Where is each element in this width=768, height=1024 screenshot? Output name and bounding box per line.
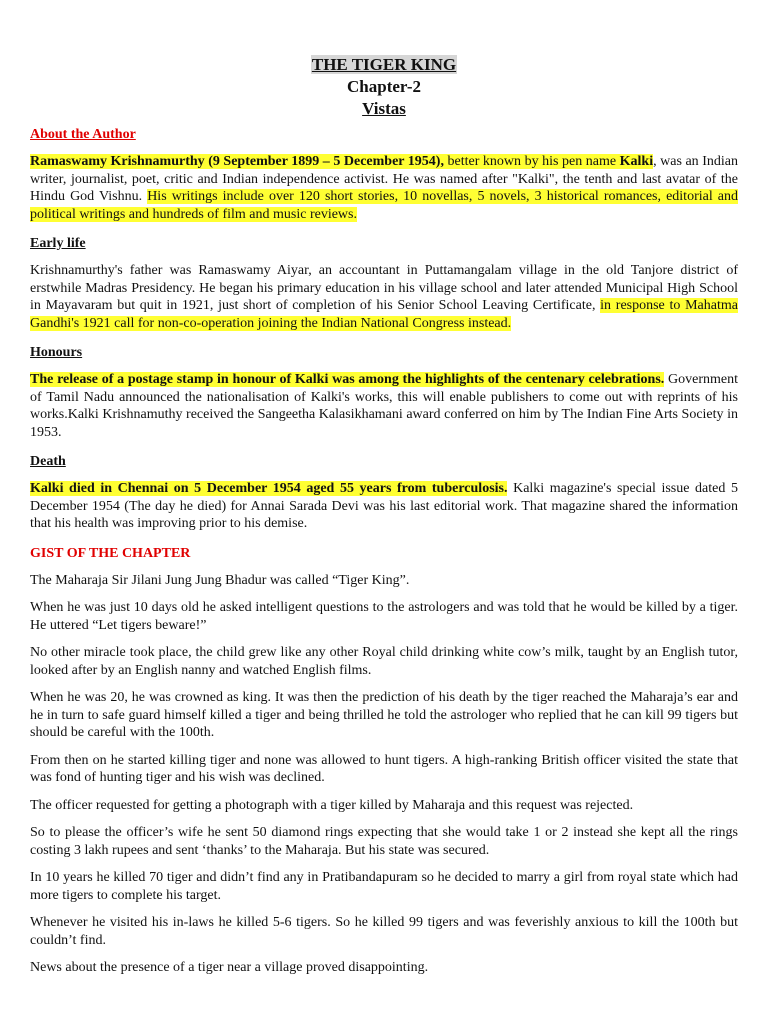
gist-paragraph: News about the presence of a tiger near a village proved disappointing.: [30, 960, 429, 975]
gist-paragraph: When he was just 10 days old he asked intelligent questions to the astrologers and was told that he would be killed by a tiger. He uttered “Let tigers beware!”: [30, 600, 738, 633]
author-pen-name: Kalki: [619, 154, 654, 169]
death-highlight: Kalki died in Chennai on 5 December 1954 aged 55 years from tuberculosis.: [30, 481, 508, 496]
gist-paragraph: No other miracle took place, the child grew like any other Royal child drinking white cow’s milk, taught by an English tutor, looked after by an English nanny and watched English films.: [30, 645, 738, 678]
death-heading: Death: [30, 454, 66, 469]
about-author-paragraph: [30, 153, 738, 223]
early-life-paragraph: [30, 262, 738, 332]
death-text: Kalki magazine's special issue dated 5 December 1954 (The day he died) for Annai Sarada Devi was his last editorial work. That magazine shared the information that his health was improving prior to his demise.: [30, 481, 738, 531]
gist-paragraph: The officer requested for getting a photograph with a tiger killed by Maharaja and this request was rejected.: [30, 797, 634, 813]
book-label: Vistas: [362, 99, 406, 118]
gist-paragraph: The Maharaja Sir Jilani Jung Jung Bhadur was called “Tiger King”.: [30, 572, 410, 588]
death-paragraph: [30, 480, 738, 533]
early-life-text: Krishnamurthy's father was Ramaswamy Aiyar, an accountant in Puttamangalam village in the old Tanjore district of erstwhile Madras Presidency. He began his primary education in his village school and later attended Municipal High School in Mayavaram but quit in 1921, just short of completion of his Senior School Leaving Certificate,: [30, 263, 738, 313]
document-title-text: THE TIGER KING: [311, 55, 457, 74]
gist-paragraph: In 10 years he killed 70 tiger and didn’t find any in Pratibandapuram so he decided to marry a girl from royal state which had more tigers to complete his target.: [30, 870, 738, 903]
about-author-heading: About the Author: [30, 127, 136, 142]
author-name-dates: Ramaswamy Krishnamurthy (9 September 1899 – 5 December 1954),: [30, 154, 444, 169]
honours-highlight: The release of a postage stamp in honour of Kalki was among the highlights of the centenary celebrations.: [30, 372, 665, 387]
early-life-heading: Early life: [30, 236, 86, 251]
honours-paragraph: [30, 371, 738, 441]
gist-paragraph: Whenever he visited his in-laws he killed 5-6 tigers. So he killed 99 tigers and was feverishly anxious to kill the 100th but couldn’t find.: [30, 915, 738, 948]
author-known-as: better known by his pen name: [443, 154, 620, 169]
gist-heading: GIST OF THE CHAPTER: [30, 545, 191, 561]
honours-text: Government of Tamil Nadu announced the nationalisation of Kalki's works, this will enable publishers to come out with reprints of his works.Kalki Krishnamuthy received the Sangeetha Kalasikhamani award conferred on him by The Indian Fine Arts Society in 1953.: [30, 372, 738, 440]
early-life-highlight: in response to Mahatma Gandhi's 1921 call for non-co-operation joining the Indian National Congress instead.: [30, 298, 738, 331]
honours-heading: Honours: [30, 345, 83, 360]
author-description: , was an Indian writer, journalist, poet, critic and Indian independence activist. He was named after "Kalki", the tenth and last avatar of the Hindu God Vishnu.: [30, 154, 738, 204]
gist-paragraph: So to please the officer’s wife he sent 50 diamond rings expecting that she would take 1 or 2 instead she kept all the rings costing 3 lakh rupees and sent ‘thanks’ to the Maharaja. But his state was secured.: [30, 825, 738, 858]
gist-paragraph: When he was 20, he was crowned as king. It was then the prediction of his death by the tiger reached the Maharaja’s ear and he in turn to safe guard himself killed a tiger and being thrilled he told the astrologer who replied that he can kill 99 tigers but should be careful with the 100th.: [30, 690, 738, 740]
author-writings-highlight: His writings include over 120 short stories, 10 novellas, 5 novels, 3 historical romances, editorial and political writings and hundreds of film and music reviews.: [30, 189, 739, 222]
title-block: [30, 54, 738, 120]
gist-paragraph: From then on he started killing tiger and none was allowed to hunt tigers. A high-ranking British officer visited the state that was fond of hunting tiger and his wish was declined.: [30, 752, 738, 785]
chapter-label: Chapter-2: [347, 77, 421, 96]
document-title: [30, 54, 738, 76]
